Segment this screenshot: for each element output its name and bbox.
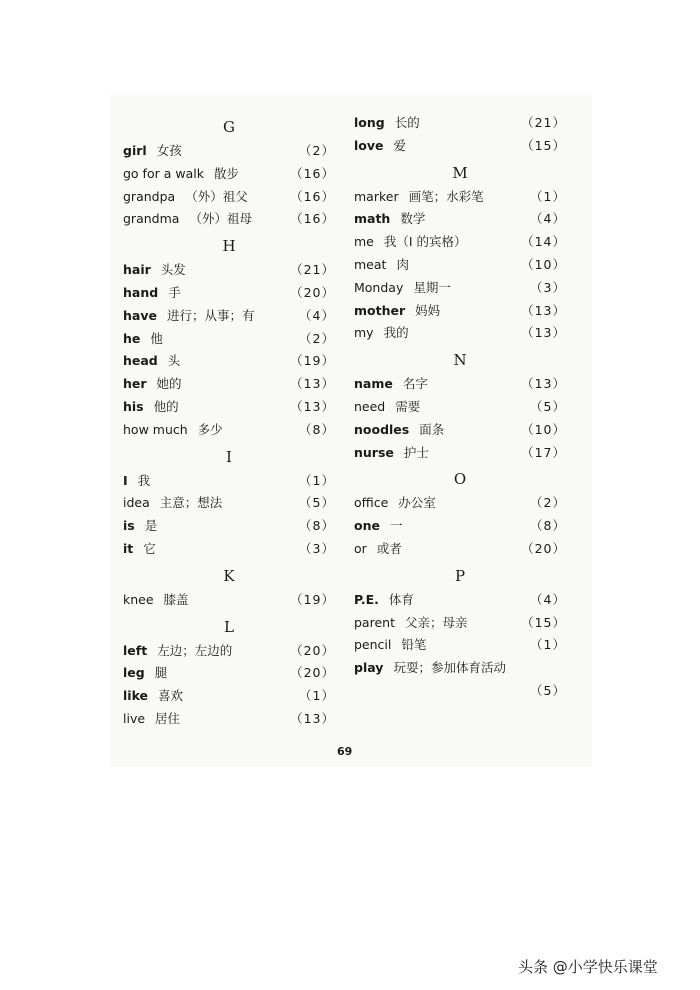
english-word: like (123, 688, 149, 704)
chinese-meaning: 面条 (419, 421, 445, 437)
unit-number: （1） (299, 472, 335, 488)
vocab-entry (354, 135, 566, 158)
vocab-entry (354, 589, 566, 612)
english-word: P.E. (354, 591, 379, 607)
unit-number: （1） (299, 688, 335, 704)
english-word: grandma (123, 211, 180, 227)
unit-number: （2） (299, 143, 335, 158)
english-word: parent (354, 614, 395, 630)
chinese-meaning: 多少 (197, 421, 223, 437)
vocab-entry (123, 708, 335, 731)
section-letter: M (452, 163, 468, 182)
chinese-meaning: 他 (150, 330, 163, 346)
chinese-meaning: 画笔；水彩笔 (408, 188, 484, 204)
chinese-meaning: 居住 (155, 710, 181, 726)
chinese-meaning: 肉 (396, 256, 409, 272)
unit-number: （4） (530, 591, 566, 607)
chinese-meaning: 散步 (213, 165, 239, 181)
chinese-meaning: 它 (143, 540, 156, 556)
unit-number: （2） (530, 495, 566, 511)
vocab-entry (123, 396, 335, 419)
vocab-entry (354, 538, 566, 561)
vocab-entry (123, 419, 335, 442)
unit-number: （13） (290, 398, 335, 414)
english-word: one (354, 518, 380, 534)
english-word: hair (123, 262, 151, 278)
english-word: his (123, 398, 144, 414)
vocab-entry (354, 300, 566, 323)
unit-number: （20） (290, 642, 335, 658)
section-letter: K (223, 566, 235, 585)
english-word: Monday (354, 279, 404, 295)
chinese-meaning: 一 (389, 518, 403, 534)
vocab-entry (354, 680, 566, 703)
english-word: nurse (354, 444, 394, 460)
chinese-meaning: 膝盖 (163, 591, 189, 607)
vocab-entry (123, 140, 335, 163)
english-word: love (354, 137, 384, 153)
english-word: hand (123, 284, 159, 300)
english-word: pencil (354, 637, 392, 653)
vocab-entry (123, 163, 335, 186)
unit-number: （20） (521, 540, 566, 556)
section-letter: I (226, 447, 232, 466)
vocab-entry (354, 112, 566, 135)
english-word: noodles (354, 421, 410, 437)
chinese-meaning: 玩耍；参加体育活动 (393, 660, 506, 676)
english-word: idea (123, 495, 150, 511)
unit-number: （5） (299, 495, 335, 511)
chinese-meaning: 铅笔 (401, 637, 427, 653)
chinese-meaning: 护士 (403, 444, 429, 460)
unit-number: （13） (290, 710, 335, 726)
unit-number: （5） (530, 682, 566, 698)
unit-number: （15） (521, 614, 566, 630)
chinese-meaning: 手 (168, 284, 181, 300)
chinese-meaning: 进行；从事；有 (166, 307, 255, 323)
english-word: is (123, 518, 135, 534)
chinese-meaning: 头 (167, 353, 181, 369)
chinese-meaning: 我 (137, 472, 151, 488)
vocab-entry (123, 662, 335, 685)
vocab-entry (123, 515, 335, 538)
unit-number: （3） (530, 279, 566, 295)
vocab-entry (123, 305, 335, 328)
vocab-entry (123, 259, 335, 282)
unit-number: （16） (290, 188, 335, 204)
unit-number: （10） (521, 421, 566, 437)
english-word: need (354, 398, 386, 414)
english-word: head (123, 353, 158, 369)
english-word: play (354, 660, 384, 676)
vocab-entry (123, 589, 335, 612)
vocab-entry (354, 515, 566, 538)
vocab-entry (354, 634, 566, 657)
chinese-meaning: 长的 (394, 115, 420, 130)
unit-number: （16） (290, 211, 335, 227)
chinese-meaning: 腿 (154, 665, 168, 681)
vocab-entry (123, 470, 335, 493)
vocab-entry (123, 538, 335, 561)
chinese-meaning: 喜欢 (158, 688, 184, 704)
page-number: 69 (337, 745, 353, 758)
unit-number: （20） (290, 665, 335, 681)
english-word: grandpa (123, 188, 176, 204)
section-letter: O (453, 470, 467, 489)
vocab-entry (354, 208, 566, 231)
chinese-meaning: 头发 (160, 262, 186, 278)
english-word: have (123, 307, 157, 323)
unit-number: （20） (290, 284, 335, 300)
chinese-meaning: 他的 (153, 398, 179, 414)
vocab-entry (354, 419, 566, 442)
english-word: go for a walk (123, 165, 204, 181)
english-word: girl (123, 143, 147, 158)
english-word: name (354, 376, 393, 392)
english-word: live (123, 710, 146, 726)
vocab-entry (123, 373, 335, 396)
unit-number: （16） (290, 165, 335, 181)
english-word: math (354, 211, 391, 227)
english-word: long (354, 115, 385, 130)
section-letter: G (223, 118, 235, 136)
unit-number: （13） (521, 325, 566, 341)
english-word: marker (354, 188, 399, 204)
unit-number: （2） (299, 330, 335, 346)
unit-number: （8） (299, 518, 335, 534)
section-letter: H (222, 237, 236, 256)
unit-number: （14） (521, 234, 566, 250)
vocab-entry (123, 186, 335, 209)
vocab-entry (123, 685, 335, 708)
section-letter: P (454, 566, 466, 585)
watermark: 头条 @小学快乐课堂 (518, 958, 658, 976)
chinese-meaning: 星期一 (413, 279, 451, 295)
chinese-meaning: （外）祖母 (189, 211, 252, 227)
vocab-entry (354, 231, 566, 254)
chinese-meaning: 女孩 (156, 143, 182, 158)
vocab-entry (123, 282, 335, 305)
chinese-meaning: 体育 (388, 591, 414, 607)
vocab-entry (123, 328, 335, 351)
english-word: he (123, 330, 141, 346)
vocab-entry (354, 322, 566, 345)
unit-number: （19） (290, 353, 335, 369)
right-column (354, 112, 566, 703)
unit-number: （1） (530, 637, 566, 653)
unit-number: （21） (290, 262, 335, 278)
vocab-entry (354, 396, 566, 419)
vocab-entry (123, 640, 335, 663)
unit-number: （21） (521, 115, 566, 130)
english-word: me (354, 234, 374, 250)
vocab-entry (123, 492, 335, 515)
vocab-entry (354, 442, 566, 465)
unit-number: （13） (521, 376, 566, 392)
vocab-entry (123, 350, 335, 373)
unit-number: （8） (299, 421, 335, 437)
english-word: how much (123, 421, 188, 437)
english-word: left (123, 642, 148, 658)
english-word: my (354, 325, 374, 341)
vocab-entry (354, 657, 566, 680)
english-word: it (123, 540, 134, 556)
vocab-entry (354, 254, 566, 277)
chinese-meaning: 数学 (400, 211, 426, 227)
chinese-meaning: 需要 (395, 398, 421, 414)
unit-number: （17） (521, 444, 566, 460)
vocab-entry (354, 277, 566, 300)
left-column (123, 112, 335, 731)
unit-number: （5） (530, 398, 566, 414)
vocab-entry (354, 373, 566, 396)
chinese-meaning: 我的 (383, 325, 409, 341)
unit-number: （1） (530, 188, 566, 204)
unit-number: （4） (530, 211, 566, 227)
unit-number: （4） (299, 307, 335, 323)
chinese-meaning: 是 (144, 518, 158, 534)
chinese-meaning: 或者 (376, 540, 402, 556)
english-word: mother (354, 302, 406, 318)
chinese-meaning: 爱 (393, 137, 407, 153)
chinese-meaning: （外）祖父 (185, 188, 248, 204)
chinese-meaning: 父亲；母亲 (404, 614, 468, 630)
unit-number: （13） (521, 302, 566, 318)
english-word: I (123, 472, 128, 488)
english-word: or (354, 540, 367, 556)
unit-number: （10） (521, 256, 566, 272)
unit-number: （3） (299, 540, 335, 556)
section-letter: N (453, 351, 467, 370)
unit-number: （8） (530, 518, 566, 534)
english-word: meat (354, 256, 387, 272)
unit-number: （13） (290, 376, 335, 392)
vocab-entry (354, 186, 566, 209)
chinese-meaning: 妈妈 (415, 302, 441, 318)
chinese-meaning: 左边；左边的 (157, 642, 233, 658)
unit-number: （19） (290, 591, 335, 607)
english-word: office (354, 495, 389, 511)
english-word: her (123, 376, 147, 392)
english-word: leg (123, 665, 145, 681)
vocab-entry (354, 492, 566, 515)
section-letter: L (224, 617, 234, 636)
vocab-entry (354, 612, 566, 635)
chinese-meaning: 名字 (402, 376, 428, 392)
chinese-meaning: 我（I 的宾格） (383, 234, 467, 250)
chinese-meaning: 主意；想法 (159, 495, 223, 511)
chinese-meaning: 办公室 (398, 495, 436, 511)
vocab-entry (123, 208, 335, 231)
unit-number: （15） (521, 137, 566, 153)
english-word: knee (123, 591, 154, 607)
chinese-meaning: 她的 (156, 376, 182, 392)
